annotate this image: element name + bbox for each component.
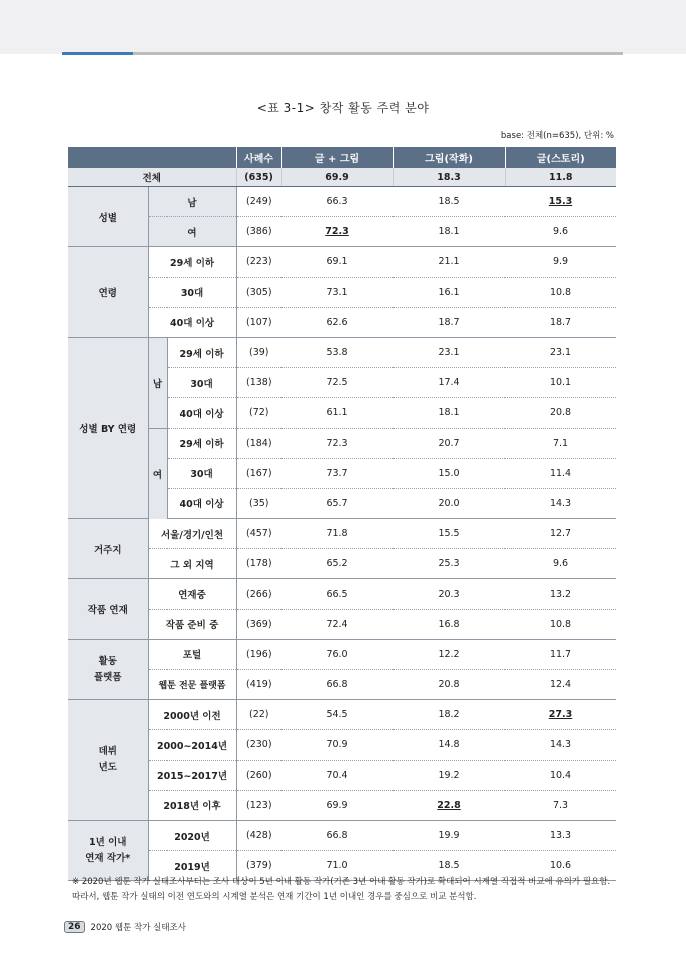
row-c1: 66.8 <box>281 670 393 700</box>
row-c3: 14.3 <box>505 488 616 518</box>
row-c1: 61.1 <box>281 398 393 428</box>
table-row <box>68 670 616 700</box>
row-label: 웹툰 전문 플랫폼 <box>148 670 236 700</box>
row-c1: 73.1 <box>281 277 393 307</box>
col-header-text-and-art: 글 + 그림 <box>281 147 393 168</box>
table-row <box>68 337 616 367</box>
table-row <box>68 428 616 458</box>
row-c3-highlight: 15.3 <box>548 196 573 208</box>
row-label: 29세 이하 <box>148 247 236 277</box>
table-row <box>68 579 616 609</box>
row-c2: 18.1 <box>393 398 505 428</box>
total-c1: 69.9 <box>281 168 393 187</box>
row-n: (266) <box>236 579 281 609</box>
row-label: 2020년 <box>148 820 236 850</box>
row-label: 2000~2014년 <box>148 730 236 760</box>
group-age: 연령 <box>68 247 148 338</box>
table-title: <표 3-1> 창작 활동 주력 분야 <box>256 101 430 115</box>
row-c1: 53.8 <box>281 337 393 367</box>
row-c3: 13.2 <box>505 579 616 609</box>
data-table <box>68 147 616 881</box>
row-label: 29세 이하 <box>167 337 236 367</box>
footnote: ※ 2020년 웹툰 작가 실태조사부터는 조사 대상이 5년 이내 활동 작가(기존 3년 이내 활동 작가)로 확대되어 시계열 직접적 비교에 유의가 필요함. 따라서, 웹툰 작가 실태의 이전 연도와의 시계열 분석은 연재 기간이 1년 이내인 경우를 중심으로 비교 분석함. <box>72 877 611 902</box>
row-n: (39) <box>236 337 281 367</box>
row-label: 2018년 이후 <box>148 790 236 820</box>
row-n: (72) <box>236 398 281 428</box>
row-c1: 70.9 <box>281 730 393 760</box>
group-within-1-year: 1년 이내 연재 작가* <box>68 820 148 880</box>
table-row <box>68 609 616 639</box>
row-label: 40대 이상 <box>167 488 236 518</box>
row-c3: 10.6 <box>505 851 616 881</box>
row-c2: 23.1 <box>393 337 505 367</box>
row-c3: 9.6 <box>505 217 616 247</box>
row-c2: 15.0 <box>393 458 505 488</box>
row-c3: 13.3 <box>505 820 616 850</box>
footer-title: 2020 웹툰 작가 실태조사 <box>90 923 186 933</box>
row-n: (123) <box>236 790 281 820</box>
row-label: 연재중 <box>148 579 236 609</box>
table-row <box>68 639 616 669</box>
header-row <box>68 147 616 168</box>
row-c1: 71.8 <box>281 519 393 549</box>
row-label: 30대 <box>148 277 236 307</box>
header-rule <box>62 52 623 55</box>
col-header-art: 그림(작화) <box>393 147 505 168</box>
row-n: (35) <box>236 488 281 518</box>
row-c2-highlight: 22.8 <box>437 799 461 811</box>
table-row <box>68 277 616 307</box>
row-c1: 72.5 <box>281 368 393 398</box>
row-n: (22) <box>236 700 281 730</box>
row-c3: 12.7 <box>505 519 616 549</box>
row-c1: 54.5 <box>281 700 393 730</box>
header-band <box>0 0 686 54</box>
row-c1: 66.8 <box>281 820 393 850</box>
row-n: (305) <box>236 277 281 307</box>
row-n: (196) <box>236 639 281 669</box>
row-c2: 20.7 <box>393 428 505 458</box>
header-blank <box>68 147 236 168</box>
group-platform: 활동 플랫폼 <box>68 639 148 699</box>
row-n: (419) <box>236 670 281 700</box>
subgroup-male: 남 <box>148 337 167 428</box>
row-n: (386) <box>236 217 281 247</box>
row-label: 여 <box>148 217 236 247</box>
row-c1-highlight: 72.3 <box>325 226 349 238</box>
row-n: (369) <box>236 609 281 639</box>
row-c2: 25.3 <box>393 549 505 579</box>
table-row <box>68 519 616 549</box>
row-label: 2019년 <box>148 851 236 881</box>
row-c3: 10.8 <box>505 609 616 639</box>
table-row <box>68 247 616 277</box>
table-row <box>68 820 616 850</box>
row-c3: 10.1 <box>505 368 616 398</box>
row-n: (138) <box>236 368 281 398</box>
row-c1: 62.6 <box>281 307 393 337</box>
col-header-n: 사례수 <box>236 147 281 168</box>
row-c3: 9.9 <box>505 247 616 277</box>
row-c3: 7.1 <box>505 428 616 458</box>
table-row <box>68 307 616 337</box>
table-row <box>68 700 616 730</box>
row-c3: 11.7 <box>505 639 616 669</box>
row-c2: 16.1 <box>393 277 505 307</box>
row-c1: 66.5 <box>281 579 393 609</box>
table-row <box>68 187 616 217</box>
row-label: 2000년 이전 <box>148 700 236 730</box>
row-c2: 16.8 <box>393 609 505 639</box>
row-c2: 18.1 <box>393 217 505 247</box>
row-label: 2015~2017년 <box>148 760 236 790</box>
group-residence: 거주지 <box>68 519 148 579</box>
row-c2: 18.2 <box>393 700 505 730</box>
row-n: (260) <box>236 760 281 790</box>
row-c2: 19.9 <box>393 820 505 850</box>
row-c2: 12.2 <box>393 639 505 669</box>
row-n: (379) <box>236 851 281 881</box>
row-n: (107) <box>236 307 281 337</box>
row-c3: 11.4 <box>505 458 616 488</box>
table-row <box>68 790 616 820</box>
row-c2: 20.3 <box>393 579 505 609</box>
total-label: 전체 <box>68 168 236 187</box>
row-c1: 71.0 <box>281 851 393 881</box>
row-n: (249) <box>236 187 281 217</box>
row-n: (178) <box>236 549 281 579</box>
group-gender: 성별 <box>68 187 148 247</box>
row-c1: 66.3 <box>281 187 393 217</box>
row-n: (230) <box>236 730 281 760</box>
row-c2: 19.2 <box>393 760 505 790</box>
row-c3: 10.8 <box>505 277 616 307</box>
row-c1: 65.7 <box>281 488 393 518</box>
row-c3: 9.6 <box>505 549 616 579</box>
base-note: base: 전체(n=635), 단위: % <box>500 131 614 141</box>
row-c1: 69.1 <box>281 247 393 277</box>
total-c2: 18.3 <box>393 168 505 187</box>
row-c2: 18.5 <box>393 187 505 217</box>
subgroup-female: 여 <box>148 428 167 519</box>
row-label: 29세 이하 <box>167 428 236 458</box>
row-label: 40대 이상 <box>167 398 236 428</box>
row-n: (184) <box>236 428 281 458</box>
row-c3: 10.4 <box>505 760 616 790</box>
row-label: 남 <box>148 187 236 217</box>
group-debut-year: 데뷔 년도 <box>68 700 148 821</box>
row-label: 40대 이상 <box>148 307 236 337</box>
row-label: 30대 <box>167 368 236 398</box>
row-c2: 20.8 <box>393 670 505 700</box>
row-c2: 18.7 <box>393 307 505 337</box>
row-label: 포털 <box>148 639 236 669</box>
row-n: (457) <box>236 519 281 549</box>
table-row <box>68 217 616 247</box>
row-c3: 12.4 <box>505 670 616 700</box>
page-footer <box>64 921 186 933</box>
row-c3-highlight: 27.3 <box>548 709 573 721</box>
row-c1: 65.2 <box>281 549 393 579</box>
row-c1: 76.0 <box>281 639 393 669</box>
row-c3: 14.3 <box>505 730 616 760</box>
row-c3: 23.1 <box>505 337 616 367</box>
row-c3: 18.7 <box>505 307 616 337</box>
row-c3: 7.3 <box>505 790 616 820</box>
row-c2: 15.5 <box>393 519 505 549</box>
row-label: 서울/경기/인천 <box>148 519 236 549</box>
row-c2: 17.4 <box>393 368 505 398</box>
row-n: (428) <box>236 820 281 850</box>
group-gender-by-age: 성별 BY 연령 <box>68 337 148 518</box>
total-n: (635) <box>236 168 281 187</box>
row-label: 30대 <box>167 458 236 488</box>
row-n: (167) <box>236 458 281 488</box>
row-c2: 21.1 <box>393 247 505 277</box>
table-row <box>68 730 616 760</box>
row-label: 작품 준비 중 <box>148 609 236 639</box>
row-c1: 73.7 <box>281 458 393 488</box>
row-label: 그 외 지역 <box>148 549 236 579</box>
row-c1: 72.3 <box>281 428 393 458</box>
row-c2: 14.8 <box>393 730 505 760</box>
table-row <box>68 549 616 579</box>
total-c3: 11.8 <box>505 168 616 187</box>
table-row <box>68 760 616 790</box>
group-serialization: 작품 연재 <box>68 579 148 639</box>
row-n: (223) <box>236 247 281 277</box>
row-c2: 20.0 <box>393 488 505 518</box>
row-c1: 70.4 <box>281 760 393 790</box>
row-c2: 18.5 <box>393 851 505 881</box>
col-header-story: 글(스토리) <box>505 147 616 168</box>
page-number: 26 <box>64 921 85 933</box>
row-c1: 69.9 <box>281 790 393 820</box>
total-row <box>68 168 616 187</box>
row-c3: 20.8 <box>505 398 616 428</box>
header-rule-accent <box>62 52 133 55</box>
row-c1: 72.4 <box>281 609 393 639</box>
